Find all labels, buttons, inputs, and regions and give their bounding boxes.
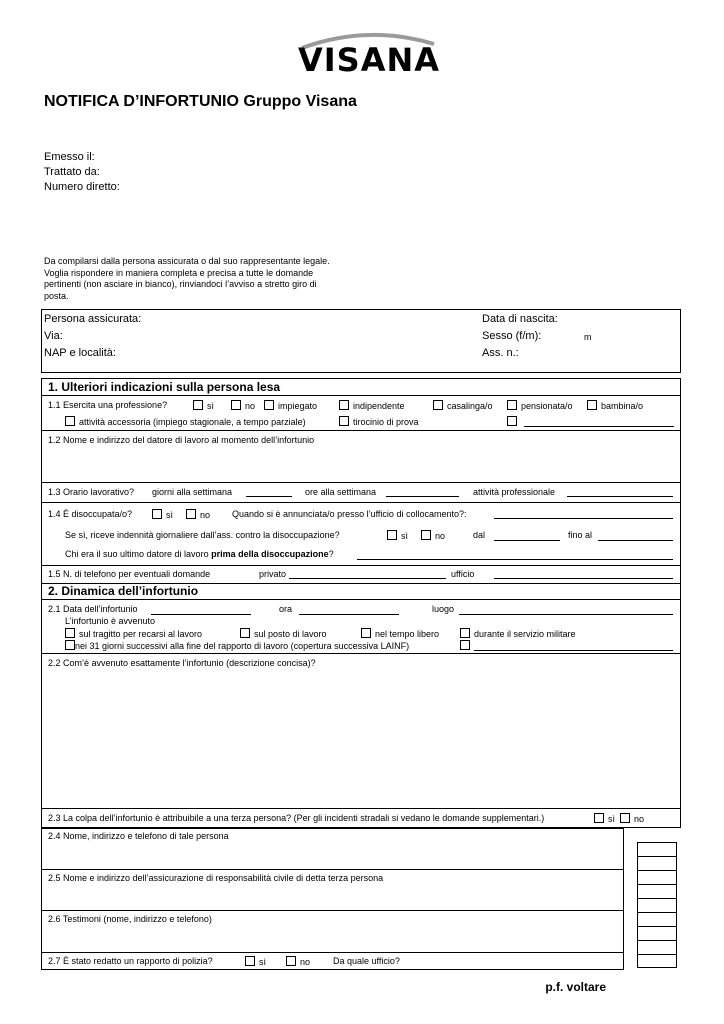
q11-retired[interactable]: pensionata/o [507,400,573,411]
grid-line [637,856,677,857]
q11-housewife[interactable]: casalinga/o [433,400,493,411]
checkbox[interactable] [507,416,517,426]
intro-text: Da compilarsi dalla persona assicurata o dal suo rappresentante legale. Voglia rispondere in maniera completa e precisa a tutte le domande pertinenti (non asciare in bianco), rinviandoci l’avviso a stretto giro di posta. [44,256,330,301]
q11-yes[interactable]: sì [193,400,214,411]
q13-hours-line[interactable] [386,496,459,497]
sex-value: m [584,332,592,342]
checkbox[interactable] [339,416,349,426]
divider [41,502,681,503]
q15-label: 1.5 N. di telefono per eventuali domande [48,569,211,579]
divider [41,653,681,654]
q14-office-label: Quando si è annunciata/o presso l’ufficio di collocamento?: [232,509,467,519]
divider [41,430,681,431]
q27-office-label: Da quale ufficio? [333,956,400,966]
q21-date-line[interactable] [151,614,251,615]
checkbox[interactable] [65,628,75,638]
grid-line [637,884,677,885]
grid-line [637,898,677,899]
ass-no-label: Ass. n.: [482,347,519,359]
issued-label: Emesso il: [44,151,95,163]
q15-private-label: privato [259,569,287,579]
checkbox[interactable] [594,813,604,823]
checkbox[interactable] [387,530,397,540]
q21-place-label: luogo [432,604,455,614]
checkbox[interactable] [152,509,162,519]
q14-no[interactable]: no [186,509,210,520]
q11-employee[interactable]: impiegato [264,400,317,411]
divider [41,599,681,600]
section-1-heading: 1. Ulteriori indicazioni sulla persona lesa [48,380,281,394]
grid-line [637,912,677,913]
q11-other-line[interactable] [524,426,674,427]
checkbox[interactable] [286,956,296,966]
checkbox[interactable] [620,813,630,823]
checkbox[interactable] [421,530,431,540]
q11-accessory[interactable]: attività accessoria (impiego stagionale, a tempo parziale) [65,416,306,427]
street-label: Via: [44,330,63,342]
grid-line [637,940,677,941]
grid-line [637,954,677,955]
q15-office-label: ufficio [451,569,475,579]
checkbox[interactable] [186,509,196,519]
grid-line [637,870,677,871]
q11-label: 1.1 Esercita una professione? [48,400,168,410]
q23-no[interactable]: no [620,813,644,824]
q23-label: 2.3 La colpa dell’infortunio è attribuibile a una terza persona? (Per gli incidenti stradali si vedano le domande supplementari.) [48,813,545,823]
q14-benefit-label: Se sì, riceve indennità giornaliere dall’ass. contro la disoccupazione? [65,530,340,540]
q14-last-employer-label: Chi era il suo ultimo datore di lavoro prima della disoccupazione? [65,549,334,559]
checkbox[interactable] [460,640,470,650]
q21-other-line[interactable] [474,650,673,651]
page-title: NOTIFICA D’INFORTUNIO Gruppo Visana [44,93,357,110]
q14-yes[interactable]: sì [152,509,173,520]
checkbox[interactable] [361,628,371,638]
checkbox[interactable] [264,400,274,410]
checkbox[interactable] [433,400,443,410]
q15-private-line[interactable] [289,578,446,579]
insured-person-label: Persona assicurata: [44,313,142,325]
divider [41,482,681,483]
q27-yes[interactable]: sì [245,956,266,967]
q14-to-line[interactable] [598,540,673,541]
q21-happened-label: L’infortunio è avvenuto [65,616,156,626]
sex-label: Sesso (f/m): [482,330,542,342]
q22-label: 2.2 Com’è avvenuto esattamente l’infortunio (descrizione concisa)? [48,658,316,668]
office-use-grid [637,842,677,968]
q11-independent[interactable]: indipendente [339,400,405,411]
q11-no[interactable]: no [231,400,255,411]
q23-yes[interactable]: sì [594,813,615,824]
direct-number-label: Numero diretto: [44,181,120,193]
q15-office-line[interactable] [494,578,673,579]
q21-time-line[interactable] [299,614,399,615]
handled-label: Trattato da: [44,166,100,178]
zip-city-label: NAP e località: [44,347,116,359]
please-turn-over: p.f. voltare [545,980,606,994]
checkbox[interactable] [193,400,203,410]
q13-hours-label: ore alla settimana [305,487,377,497]
q21-label: 2.1 Data dell’infortunio [48,604,138,614]
logo-text: VISANA [298,41,441,79]
checkbox[interactable] [231,400,241,410]
divider [41,395,681,396]
q13-activity-label: attività professionale [473,487,556,497]
q14-from-label: dal [473,530,486,540]
q21-time-label: ora [279,604,293,614]
checkbox[interactable] [65,416,75,426]
divider [41,952,624,953]
q11-child[interactable]: bambina/o [587,400,643,411]
form-box [41,378,681,828]
q13-days-label: giorni alla settimana [152,487,233,497]
birth-date-label: Data di nascita: [482,313,558,325]
q14-benefit-yes[interactable]: sì [387,530,408,541]
q27-label: 2.7 È stato redatto un rapporto di polizia? [48,956,213,966]
checkbox[interactable] [65,640,75,650]
q12-label: 1.2 Nome e indirizzo del datore di lavoro al momento dell’infortunio [48,435,315,445]
divider [41,565,681,566]
q21-freetime[interactable]: nel tempo libero [361,628,439,639]
q25-label: 2.5 Nome e indirizzo dell’assicurazione di responsabilità civile di detta terza persona [48,873,384,883]
q14-to-label: fino al [568,530,593,540]
visana-logo [298,30,441,80]
checkbox[interactable] [245,956,255,966]
checkbox[interactable] [587,400,597,410]
q14-label: 1.4 È disoccupata/o? [48,509,133,519]
third-party-box [41,828,624,970]
checkbox[interactable] [507,400,517,410]
q14-benefit-no[interactable]: no [421,530,445,541]
q21-workplace[interactable]: sul posto di lavoro [240,628,327,639]
q11-trial[interactable]: tirocinio di prova [339,416,419,427]
divider [41,869,624,870]
checkbox[interactable] [460,628,470,638]
q14-office-line[interactable] [494,518,673,519]
q27-no[interactable]: no [286,956,310,967]
q21-commute[interactable]: sul tragitto per recarsi al lavoro [65,628,202,639]
q13-activity-line[interactable] [567,496,673,497]
grid-line [637,926,677,927]
q21-military[interactable]: durante il servizio militare [460,628,576,639]
checkbox[interactable] [240,628,250,638]
q26-label: 2.6 Testimoni (nome, indirizzo e telefono) [48,914,212,924]
q21-place-line[interactable] [459,614,673,615]
q13-label: 1.3 Orario lavorativo? [48,487,135,497]
divider [41,808,681,809]
divider [41,910,624,911]
q24-label: 2.4 Nome, indirizzo e telefono di tale persona [48,831,229,841]
checkbox[interactable] [339,400,349,410]
q14-last-employer-line[interactable] [357,559,673,560]
section-2-heading: 2. Dinamica dell’infortunio [48,584,199,598]
q21-31days[interactable]: nei 31 giorni successivi alla fine del rapporto di lavoro (copertura successiva LAINF) [65,640,409,651]
q21-other[interactable] [460,640,474,651]
q13-days-line[interactable] [246,496,292,497]
q14-from-line[interactable] [494,540,560,541]
q11-other[interactable] [507,416,521,427]
